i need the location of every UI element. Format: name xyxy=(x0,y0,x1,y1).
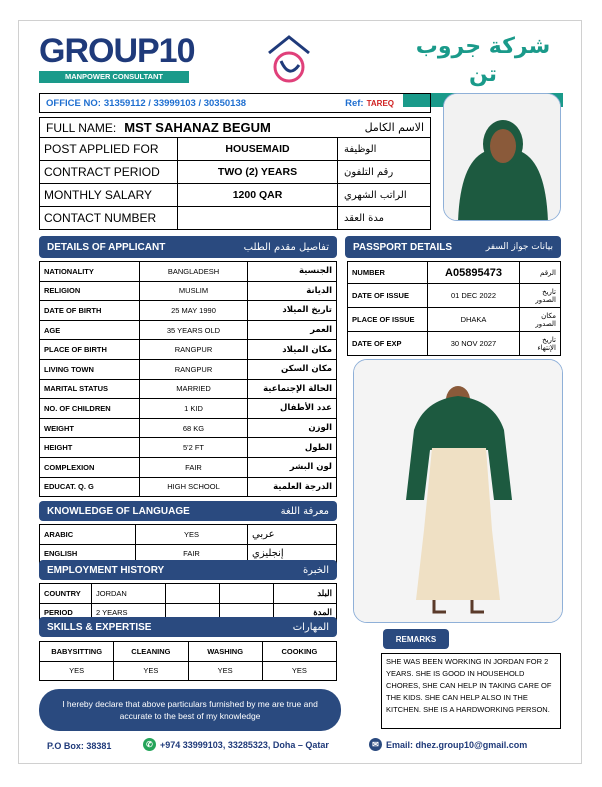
passport-number-label: NUMBER xyxy=(348,262,428,284)
email-address: Email: dhez.group10@gmail.com xyxy=(386,739,528,750)
period-value: 2 YEARS xyxy=(92,603,166,623)
post-label: POST APPLIED FOR xyxy=(40,138,178,161)
applicant-table xyxy=(39,261,337,497)
whatsapp-icon: ✆ xyxy=(143,738,156,751)
full-name-row xyxy=(40,118,431,138)
applicant-ar: الحالة الإجتماعية xyxy=(248,379,337,399)
passport-title: PASSPORT DETAILS xyxy=(353,241,453,253)
skills-header xyxy=(39,617,337,637)
issue-date-label: DATE OF ISSUE xyxy=(348,284,428,308)
contact-row xyxy=(40,207,431,230)
country-label: COUNTRY xyxy=(40,584,92,604)
language-title-ar: معرفة اللغة xyxy=(280,505,329,517)
passport-number-ar: الرقم xyxy=(520,262,561,284)
passport-table xyxy=(347,261,561,356)
applicant-row xyxy=(40,301,337,321)
email-icon: ✉ xyxy=(369,738,382,751)
applicant-value: 5'2 FT xyxy=(140,438,248,458)
contact-ar: مدة العقد xyxy=(338,207,431,230)
skills-header-row xyxy=(40,642,337,662)
main-info-table xyxy=(39,117,431,230)
applicant-label: COMPLEXION xyxy=(40,457,140,477)
applicant-ar: الديانة xyxy=(248,281,337,301)
passport-row xyxy=(348,308,561,332)
email-line xyxy=(369,738,527,751)
employment-title: EMPLOYMENT HISTORY xyxy=(47,564,165,576)
applicant-value: 68 KG xyxy=(140,418,248,438)
arabic-label: ARABIC xyxy=(40,525,136,545)
applicant-ar: تاريخ الميلاد xyxy=(248,301,337,321)
applicant-ar: الطول xyxy=(248,438,337,458)
declaration: I hereby declare that above particulars furnished by me are true and accurate to the best of my knowledge xyxy=(39,689,341,731)
applicant-ar: الجنسية xyxy=(248,262,337,282)
applicant-row xyxy=(40,457,337,477)
passport-row xyxy=(348,284,561,308)
skill-header: CLEANING xyxy=(114,642,188,662)
arabic-value: YES xyxy=(136,525,248,545)
logo-main-text: GROUP10 xyxy=(39,32,195,70)
post-value: HOUSEMAID xyxy=(178,138,338,161)
period-label: PERIOD xyxy=(40,603,92,623)
group10-logo xyxy=(39,32,195,83)
applicant-row xyxy=(40,399,337,419)
applicant-row xyxy=(40,262,337,282)
applicant-ar: مكان الميلاد xyxy=(248,340,337,360)
language-row xyxy=(40,525,337,545)
ref-label: Ref: xyxy=(345,97,364,109)
applicant-label: RELIGION xyxy=(40,281,140,301)
contract-row xyxy=(40,161,431,184)
applicant-title: DETAILS OF APPLICANT xyxy=(47,241,166,253)
applicant-row xyxy=(40,340,337,360)
applicant-row xyxy=(40,379,337,399)
office-label: OFFICE NO: xyxy=(46,97,101,109)
issue-place-value: DHAKA xyxy=(428,308,520,332)
passport-row xyxy=(348,262,561,284)
expiry-label: DATE OF EXP xyxy=(348,332,428,356)
expiry-value: 30 NOV 2027 xyxy=(428,332,520,356)
applicant-label: EDUCAT. Q. G xyxy=(40,477,140,497)
country-value: JORDAN xyxy=(92,584,166,604)
contract-value: TWO (2) YEARS xyxy=(178,161,338,184)
applicant-label: NO. OF CHILDREN xyxy=(40,399,140,419)
english-value: FAIR xyxy=(136,544,248,564)
issue-place-label: PLACE OF ISSUE xyxy=(348,308,428,332)
salary-ar: الراتب الشهري xyxy=(338,184,431,207)
issue-date-value: 01 DEC 2022 xyxy=(428,284,520,308)
contract-label: CONTRACT PERIOD xyxy=(40,161,178,184)
applicant-ar: مكان السكن xyxy=(248,359,337,379)
passport-header xyxy=(345,236,561,258)
period-ar: المدة xyxy=(274,603,337,623)
skills-value-row xyxy=(40,661,337,681)
applicant-header xyxy=(39,236,337,258)
applicant-value: RANGPUR xyxy=(140,340,248,360)
phone-line xyxy=(143,738,329,751)
applicant-value: MUSLIM xyxy=(140,281,248,301)
language-title: KNOWLEDGE OF LANGUAGE xyxy=(47,505,190,517)
skills-title: SKILLS & EXPERTISE xyxy=(47,621,152,633)
cv-page xyxy=(18,20,582,764)
applicant-row xyxy=(40,320,337,340)
empty-cell xyxy=(220,584,274,604)
applicant-ar: لون البشر xyxy=(248,457,337,477)
full-body-photo xyxy=(353,359,563,623)
applicant-label: WEIGHT xyxy=(40,418,140,438)
remarks-text: SHE WAS BEEN WORKING IN JORDAN FOR 2 YEARS. SHE IS GOOD IN HOUSEHOLD CHORES, SHE CAN HELP IN TAKING CARE OF THE KIDS. SHE CAN HELP ALSO IN THE KITCHEN. SHE IS A HARDWORKING PERSON. xyxy=(381,653,561,729)
contact-value xyxy=(178,207,338,230)
applicant-label: MARITAL STATUS xyxy=(40,379,140,399)
applicant-value: 35 YEARS OLD xyxy=(140,320,248,340)
issue-place-ar: مكان الصدور xyxy=(520,308,561,332)
skill-value: YES xyxy=(114,661,188,681)
country-ar: البلد xyxy=(274,584,337,604)
office-line xyxy=(39,93,431,113)
empty-cell xyxy=(166,584,220,604)
applicant-row xyxy=(40,359,337,379)
applicant-value: RANGPUR xyxy=(140,359,248,379)
contact-label: CONTACT NUMBER xyxy=(40,207,178,230)
skills-table xyxy=(39,641,337,681)
salary-label: MONTHLY SALARY xyxy=(40,184,178,207)
applicant-ar: الدرجة العلمية xyxy=(248,477,337,497)
applicant-value: BANGLADESH xyxy=(140,262,248,282)
applicant-label: PLACE OF BIRTH xyxy=(40,340,140,360)
applicant-label: HEIGHT xyxy=(40,438,140,458)
employment-header xyxy=(39,560,337,580)
phone-numbers: +974 33999103, 33285323, Doha – Qatar xyxy=(160,739,329,750)
skills-title-ar: المهارات xyxy=(292,621,329,633)
applicant-value: 1 KID xyxy=(140,399,248,419)
language-table xyxy=(39,524,337,564)
salary-row xyxy=(40,184,431,207)
portrait-photo xyxy=(443,93,561,221)
applicant-row xyxy=(40,281,337,301)
passport-row xyxy=(348,332,561,356)
employment-row xyxy=(40,584,337,604)
arabic-name: شركة جروب تن xyxy=(415,34,551,87)
full-name-value: MST SAHANAZ BEGUM xyxy=(124,120,271,135)
office-numbers: 31359112 / 33999103 / 30350138 xyxy=(103,97,247,109)
expiry-ar: تاريخ الإنتهاء xyxy=(520,332,561,356)
ref-value: TAREQ xyxy=(366,98,394,108)
applicant-value: 25 MAY 1990 xyxy=(140,301,248,321)
passport-number-value: A05895473 xyxy=(428,262,520,284)
logo-sub-text: MANPOWER CONSULTANT xyxy=(39,71,189,83)
applicant-value: HIGH SCHOOL xyxy=(140,477,248,497)
skill-header: COOKING xyxy=(262,642,336,662)
applicant-label: AGE xyxy=(40,320,140,340)
issue-date-ar: تاريخ الصدور xyxy=(520,284,561,308)
contract-ar: رقم التلفون xyxy=(338,161,431,184)
applicant-ar: العمر xyxy=(248,320,337,340)
skill-header: BABYSITTING xyxy=(40,642,114,662)
applicant-label: DATE OF BIRTH xyxy=(40,301,140,321)
skill-value: YES xyxy=(40,661,114,681)
center-emblem-icon xyxy=(261,31,317,87)
arabic-ar: عربي xyxy=(248,525,337,545)
passport-title-ar: بيانات جواز السفر xyxy=(485,242,553,252)
applicant-value: FAIR xyxy=(140,457,248,477)
full-name-ar: الاسم الكامل xyxy=(364,121,424,134)
full-name-label: FULL NAME: xyxy=(46,120,117,135)
english-ar: إنجليزي xyxy=(248,544,337,564)
applicant-ar: عدد الأطفال xyxy=(248,399,337,419)
salary-value: 1200 QAR xyxy=(178,184,338,207)
applicant-title-ar: تفاصيل مقدم الطلب xyxy=(243,241,329,253)
language-header xyxy=(39,501,337,521)
post-ar: الوظيفة xyxy=(338,138,431,161)
po-box: P.O Box: 38381 xyxy=(47,741,112,751)
applicant-row xyxy=(40,477,337,497)
employment-title-ar: الخبرة xyxy=(302,564,329,576)
applicant-row xyxy=(40,438,337,458)
skill-header: WASHING xyxy=(188,642,262,662)
skill-value: YES xyxy=(188,661,262,681)
english-label: ENGLISH xyxy=(40,544,136,564)
applicant-label: LIVING TOWN xyxy=(40,359,140,379)
applicant-ar: الوزن xyxy=(248,418,337,438)
remarks-header: REMARKS xyxy=(383,629,449,649)
skill-value: YES xyxy=(262,661,336,681)
applicant-label: NATIONALITY xyxy=(40,262,140,282)
applicant-value: MARRIED xyxy=(140,379,248,399)
post-row xyxy=(40,138,431,161)
applicant-row xyxy=(40,418,337,438)
